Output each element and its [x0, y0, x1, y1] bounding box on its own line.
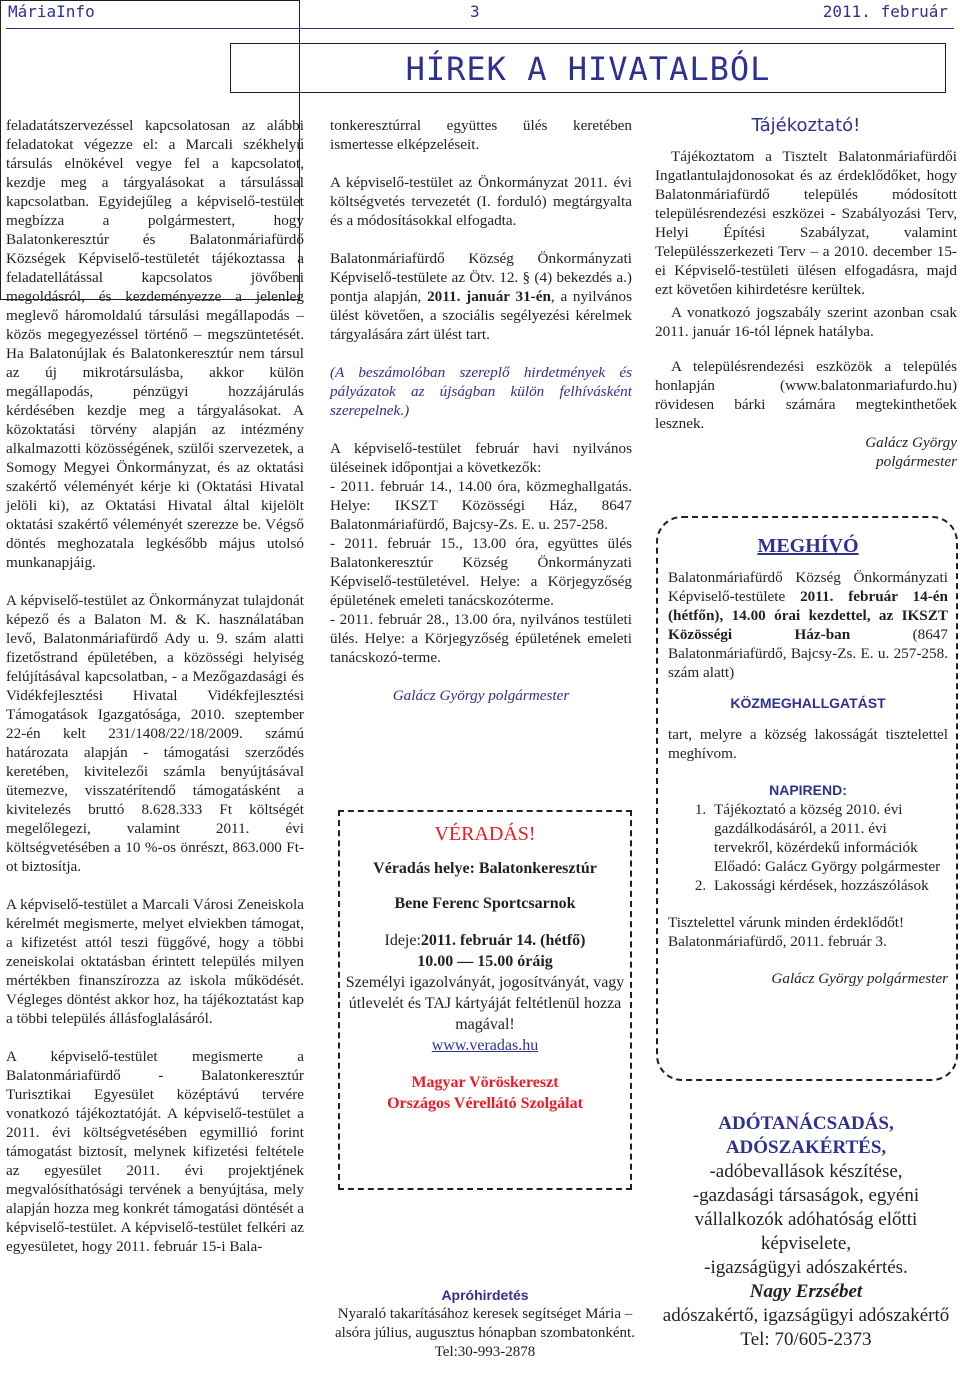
donation-venue: Bene Ferenc Sportcsarnok: [394, 895, 576, 912]
invitation-closing: Tisztelettel várunk minden érdeklődőt!: [668, 914, 905, 931]
tax-title: ADÓSZAKÉRTÉS,: [725, 1137, 887, 1158]
org-red-cross: Magyar Vöröskereszt: [411, 1074, 559, 1091]
invitation-title: MEGHÍVÓ: [757, 535, 859, 557]
publication-name: MáriaInfo: [8, 2, 95, 21]
article-paragraph: A képviselő-testület az Önkormányzat tulajdonát képező és a Balaton M. & K. használatában levő, Balatonmáriafürdő Ady u. 9. szám alatti fizetőstrand épületében, a közösségi helyiség felújításával kapcsolatban, - a Mezőgazdasági és Vidékfejlesztési Hivatal Vidékfejlesztési Támogatások Igazgatósága, 2010. szeptember 22-én kelt 231/1408/22/18/2009. számú határozata alapján - támogatási szerződés keretében, kivitelezői számla benyújtásával ütemezve, visszatérítendő támogatásként a kivitelezés bruttó 8.628.333 Ft költségét megelőlegezi, valamint 2011. évi költségvetésében a 10 %-os önrészt, 863.000 Ft-ot biztosítja.: [6, 592, 304, 875]
article-paragraph: feladatátszervezéssel kapcsolatosan az alábbi feladatokat végezze el: a Marcali székhelyű társulás elnökével vegye fel a kapcsolatot, kezdje meg a tárgyalásokat a társulással kapcsolatban. Egyidejűleg a képviselő-testület megbízza a polgármestert, hogy Balatonkeresztúr és Balatonmáriafürdő Községek Képviselő-testületét tájékoztassa a feladatellátással kapcsolatos jövőbeni megoldásról, és kezdeményezze a jelenleg meglevő háromoldalú társulási megállapodás – közös megegyezéssel történő – megszüntetését. Ha Balatonújlak és Balatonkeresztúr nem társul az új mikrotársulásba, akkor külön megállapodás, pénzügyi hozzájárulás kérdésében kezdje meg a tárgyalásokat. A közoktatási törvény alapján az intézmény alkalmazotti közösségének, szülői szervezetek, a Somogy Megyei Önkormányzat, és az oktatási szakértő véleményét kérje ki (Oktatási Hivatal jelöli ki), az Oktatási Hivatal által kijelölt oktatási szakértő véleményét szerezze be. Végső döntés meghozatala legkésőbb május utolsó munkanapjáig.: [6, 117, 304, 571]
donation-date: Ideje:2011. február 14. (hétfő): [384, 932, 586, 949]
tax-advisor-phone: Tel: 70/605-2373: [740, 1329, 872, 1350]
blood-donation-title: VÉRADÁS!: [434, 823, 536, 845]
column-middle: [330, 116, 632, 724]
classified-text: Nyaraló takarításához keresek segítséget Mária – alsóra július, augusztus hónapban szombatonként.: [335, 1306, 635, 1341]
donation-documents: Személyi igazolványát, jogosítványát, vagy útlevelét és TAJ kártyáját feltétlenül hozza magával!: [345, 974, 625, 1033]
notice-paragraph: Tájékoztatom a Tisztelt Balatonmáriafürdői Ingatlantulajdonosokat és az érdeklődőket, hogy Balatonmáriafürdő település módosított településrendezési eszközei - Szabályozási Terv, Helyi Építési Szabályzat, valamint Településszerkezeti Terv – a 2010. december 15-ei Képviselő-testületi ülésen elfogadásra, majd ezt követően kihirdetésre kerültek.: [655, 148, 957, 298]
signature-name: Galácz György: [865, 434, 957, 451]
veradas-link[interactable]: www.veradas.hu: [431, 1037, 539, 1054]
meeting-item: - 2011. február 14., 14.00 óra, közmeghallgatás. Helye: IKSZT Közösségi Ház, 8647 Balatonmáriafürdő, Bajcsy-Zs. E. u. 257-258.: [330, 478, 632, 533]
notice-paragraph: A településrendezési eszközök a település honlapján (www.balatonmariafurdo.hu) rövidesen bárki számára megtekinthetőek lesznek.: [655, 358, 957, 432]
issue-date: 2011. február: [822, 2, 948, 21]
classified-phone: Tel:30-993-2878: [434, 1344, 536, 1360]
tax-advice-content: [660, 1112, 952, 1352]
article-paragraph: A képviselő-testület megismerte a Balatonmáriafürdő - Balatonkeresztúr Turisztikai Egyesület középtávú tervére vonatkozó tájékoztatóját. A képviselő-testület a 2011. évi költségvetésében egymillió forint támogatást biztosít, melynek kifizetési feltétele az egyesület 2011. évi projektjének megvalósíthatósági tervének a benyújtása, mely alapján hozza meg konkrét támogatási döntését a képviselő-testület. A képviselő-testület felkéri az egyesületet, hogy 2011. február 15-i Bala-: [6, 1048, 304, 1255]
tax-advisor-name: Nagy Erzsébet: [749, 1281, 863, 1302]
page-number: 3: [470, 2, 480, 21]
agenda-item: 1. Tájékoztató a község 2010. évi gazdálkodásáról, a 2011. évi tervekről, közérdekű információk Előadó: Galácz György polgármester: [710, 800, 948, 876]
article-paragraph: tonkeresztúrral együttes ülés keretében ismertesse elképzeléseit.: [330, 117, 632, 153]
notice-title: Tájékoztató!: [751, 115, 861, 136]
page-header: [0, 0, 960, 32]
invitation-text: tart, melyre a község lakosságát tisztelettel meghívom.: [668, 726, 948, 762]
header-rule: [6, 28, 954, 29]
agenda-item: 2. Lakossági kérdések, hozzászólások: [710, 876, 948, 895]
article-paragraph: A képviselő-testület a Marcali Városi Zeneiskola kérelmét megismerte, melyet elviekben támogat, a kifizetést attól teszi függővé, hogy a többi zeneiskolai oktatásban érintett település milyen mértékben finanszírozza az iskola működését. Végleges döntést akkor hoz, ha tájékoztatást kap a többi település állásfoglalásáról.: [6, 896, 304, 1027]
tax-title: ADÓTANÁCSADÁS,: [718, 1113, 894, 1134]
invitation-date: Balatonmáriafürdő, 2011. február 3.: [668, 933, 887, 950]
classified-title: Apróhirdetés: [441, 1287, 529, 1303]
blood-donation-content: [330, 822, 640, 1114]
invitation-text: Balatonmáriafürdő Község Önkormányzati Képviselő-testülete 2011. február 14-én (hétfőn), 14.00 órai kezdettel, az IKSZT Közösségi Ház-ban (8647 Balatonmáriafürdő, Bajcsy-Zs. E. u. 257-258. szám alatt): [668, 569, 948, 681]
meeting-item: - 2011. február 28., 13.00 óra, nyilvános testületi ülés. Helye: a Körjegyzőség épületének emeleti tanácskozó-terme.: [330, 611, 632, 666]
signature: Galácz György polgármester: [392, 687, 570, 704]
signature-title: polgármester: [876, 453, 957, 470]
donation-time: 10.00 — 15.00 óráig: [417, 953, 553, 970]
section-banner: HÍREK A HIVATALBÓL: [230, 43, 946, 93]
classified-ad: [330, 1286, 640, 1362]
invitation-subtitle: KÖZMEGHALLGATÁST: [730, 695, 886, 711]
tax-service: -gazdasági társaságok, egyéni vállalkozók adóhatóság előtti képviselete,: [692, 1185, 920, 1254]
agenda-list: [668, 800, 948, 895]
column-left: [6, 116, 304, 1275]
invitation-content: [668, 534, 948, 988]
invitation-signature: Galácz György polgármester: [771, 970, 948, 987]
notice-paragraph: A vonatkozó jogszabály szerint azonban csak 2011. január 16-tól lépnek hatályba.: [655, 304, 957, 340]
article-paragraph: Balatonmáriafürdő Község Önkormányzati Képviselő-testülete az Ötv. 12. § (4) bekezdés a.) pontja alapján, 2011. január 31-én, a nyilvános ülést követően, a szociális segélyezési kérelmek tárgyalására zárt ülést tart.: [330, 250, 632, 343]
column-right: [655, 116, 957, 471]
tax-advisor-role: adószakértő, igazságügyi adószakértő: [662, 1305, 950, 1326]
note-paragraph: (A beszámolóban szereplő hirdetmények és pályázatok az újságban külön felhívásként szerepelnek.): [330, 364, 632, 419]
org-blood-service: Országos Vérellátó Szolgálat: [387, 1095, 583, 1112]
article-paragraph: A képviselő-testület az Önkormányzat 2011. évi költségvetés tervezetét (I. forduló) megtárgyalta és a módosításokkal elfogadta.: [330, 174, 632, 229]
tax-service: -igazságügyi adószakértés.: [704, 1257, 908, 1278]
article-paragraph: A képviselő-testület február havi nyilvános üléseinek időpontjai a következők:: [330, 440, 632, 476]
tax-service: -adóbevallások készítése,: [709, 1161, 903, 1182]
donation-place: Véradás helye: Balatonkeresztúr: [373, 860, 597, 877]
meeting-item: - 2011. február 15., 13.00 óra, együttes ülés Balatonkeresztúr Község Önkormányzati Képviselő-testületével. Helye: a Körjegyzőség épületének emeleti tanácskozóterme.: [330, 535, 632, 609]
agenda-title: NAPIREND:: [769, 782, 847, 798]
